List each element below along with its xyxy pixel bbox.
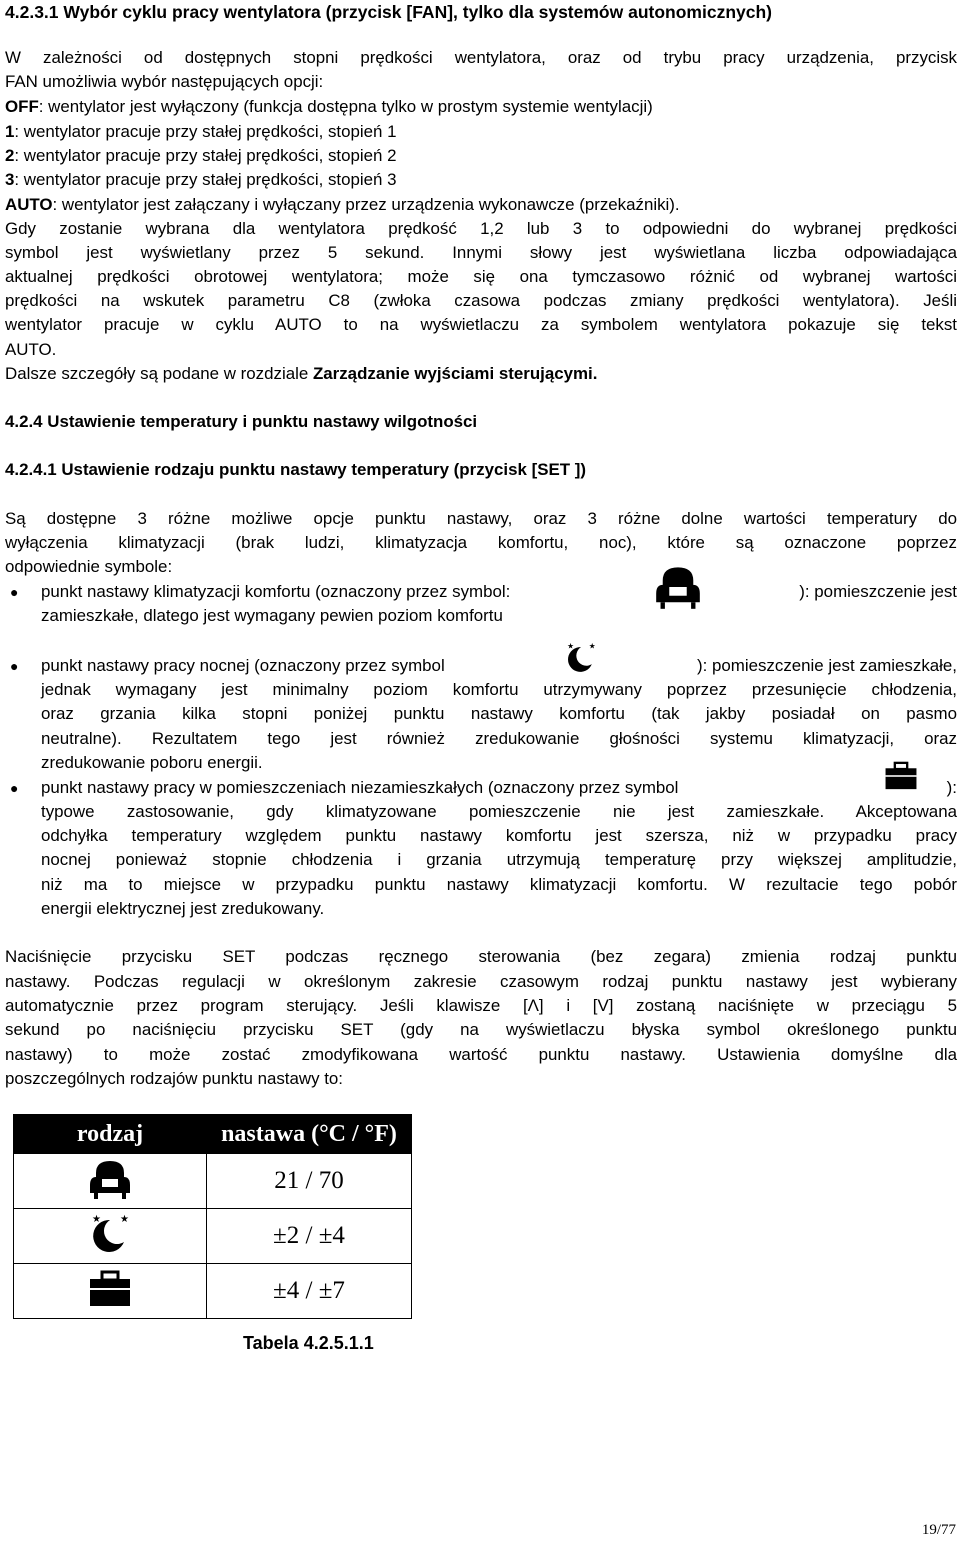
table-row bbox=[14, 1154, 412, 1209]
bullet3-line5: niż ma to miejsce w przypadku punktu nastawy klimatyzacji komfortu. W rezultacie tego pobór bbox=[41, 875, 957, 894]
bullet3-text-left: punkt nastawy pracy w pomieszczeniach niezamieszkałych (oznaczony przez symbol bbox=[41, 778, 679, 797]
para-gdy-line-2: symbol jest wyświetlany przez 5 sekund. Innymi słowy jest wyświetlana liczba odpowiadająca bbox=[5, 243, 957, 262]
bullet3-line4: nocnej ponieważ stopnie chłodzenia i grzania utrzymują temperaturę przy większej amplitudzie, bbox=[41, 850, 957, 869]
bullet1-line1 bbox=[41, 580, 957, 604]
bullet3-line3: odchyłka temperatury względem punktu nastawy komfortu jest szersza, niż w przypadku pracy bbox=[41, 826, 957, 845]
table-row bbox=[14, 1209, 412, 1264]
option-key: OFF bbox=[5, 97, 39, 116]
para-nac-line-5: nastawy) to może zostać zmodyfikowana wartość punktu nastawy. Ustawienia domyślne dla bbox=[5, 1045, 957, 1064]
intro-line-2: FAN umożliwia wybór następujących opcji: bbox=[5, 72, 324, 91]
bullet-dot: ● bbox=[10, 658, 19, 674]
bullet1-text-left: punkt nastawy klimatyzacji komfortu (oznaczony przez symbol: bbox=[41, 582, 511, 601]
para-gdy-line-1: Gdy zostanie wybrana dla wentylatora prędkość 1,2 lub 3 to odpowiedni do wybranej prędkości bbox=[5, 219, 957, 238]
bullet1-line2: zamieszkałe, dlatego jest wymagany pewien poziom komfortu bbox=[41, 606, 503, 625]
option-off bbox=[5, 95, 957, 119]
bullet2-line4: neutralne). Rezultatem tego jest również zredukowanie głośności systemu klimatyzacji, oraz bbox=[41, 729, 957, 748]
header-rodzaj: rodzaj bbox=[14, 1115, 207, 1154]
option-key: 2 bbox=[5, 146, 15, 165]
bullet2-line5: zredukowanie poboru energii. bbox=[41, 753, 263, 772]
briefcase-icon bbox=[88, 1269, 132, 1309]
option-key: 3 bbox=[5, 170, 15, 189]
bullet2-text-left: punkt nastawy pracy nocnej (oznaczony przez symbol bbox=[41, 656, 445, 675]
bullet2-text-right: ): pomieszczenie jest zamieszkałe, bbox=[696, 656, 957, 675]
section-heading-4-2-4: 4.2.4 Ustawienie temperatury i punktu nastawy wilgotności bbox=[5, 412, 478, 431]
bullet-dot: ● bbox=[10, 584, 19, 600]
option-text: : wentylator pracuje przy stałej prędkości, stopień 2 bbox=[14, 146, 397, 165]
table-header-row bbox=[14, 1115, 412, 1154]
section-heading-4-2-3-1: 4.2.3.1 Wybór cyklu pracy wentylatora (przycisk [FAN], tylko dla systemów autonomicznych) bbox=[5, 2, 772, 22]
para-nac-line-1: Naciśnięcie przycisku SET podczas ręcznego sterowania (bez zegara) zmienia rodzaj punktu bbox=[5, 947, 957, 966]
bullet-dot: ● bbox=[10, 780, 19, 796]
moon-stars-icon bbox=[88, 1211, 132, 1257]
armchair-icon bbox=[654, 565, 702, 609]
bullet3-text-right: ): bbox=[946, 778, 957, 797]
option-text: : wentylator jest załączany i wyłączany przez urządzenia wykonawcze (przekaźniki). bbox=[52, 195, 680, 214]
moon-stars-icon bbox=[564, 638, 598, 678]
option-text: : wentylator jest wyłączony (funkcja dostępna tylko w prostym systemie wentylacji) bbox=[38, 97, 653, 116]
option-key: 1 bbox=[5, 122, 15, 141]
para-gdy-line-4: prędkości na wskutek parametru C8 (zwłoka czasowa podczas zmiany prędkości wentylatora). Jeśli bbox=[5, 291, 957, 310]
setpoint-table bbox=[13, 1114, 412, 1319]
briefcase-icon bbox=[884, 760, 918, 792]
bullet2-line3: oraz grzania kilka stopni poniżej punktu nastawy komfortu (tak jakby posiadał on pasmo bbox=[41, 704, 957, 723]
option-auto bbox=[5, 193, 957, 217]
bullet1-text-right: ): pomieszczenie jest bbox=[799, 582, 957, 601]
para-sa-line-1: Są dostępne 3 różne możliwe opcje punktu nastawy, oraz 3 różne dolne wartości temperatury do bbox=[5, 509, 957, 528]
rodzaj-cell bbox=[14, 1154, 207, 1209]
bullet2-line2: jednak wymagany jest minimalny poziom komfortu utrzymywany poprzez przesunięcie chłodzenia, bbox=[41, 680, 957, 699]
page-number: 19/77 bbox=[921, 1522, 956, 1538]
bullet2-line1 bbox=[41, 654, 957, 678]
bullet3-line6: energii elektrycznej jest zredukowany. bbox=[41, 899, 325, 918]
option-1 bbox=[5, 120, 957, 144]
option-key: AUTO bbox=[5, 195, 53, 214]
bullet3-line1 bbox=[41, 776, 957, 800]
para-gdy-line-3: aktualnej prędkości obrotowej wentylatora; może się ona tymczasowo różnić od wybranej wartości bbox=[5, 267, 957, 286]
dalsze-line bbox=[5, 362, 957, 386]
para-nac-line-2: nastawy. Podczas regulacji w określonym zakresie czasowym rodzaj punktu nastawy jest wybierany bbox=[5, 972, 957, 991]
dalsze-prefix: Dalsze szczegóły są podane w rozdziale bbox=[5, 364, 313, 383]
option-3 bbox=[5, 168, 957, 192]
nastawa-cell: ±2 / ±4 bbox=[207, 1209, 412, 1264]
nastawa-cell: ±4 / ±7 bbox=[207, 1264, 412, 1319]
section-heading-4-2-4-1: 4.2.4.1 Ustawienie rodzaju punktu nastawy temperatury (przycisk [SET ]) bbox=[5, 460, 587, 479]
option-2 bbox=[5, 144, 957, 168]
para-sa-line-3: odpowiednie symbole: bbox=[5, 557, 173, 576]
para-gdy-line-5: wentylator pracuje w cyklu AUTO to na wyświetlaczu za symbolem wentylatora pokazuje się tekst bbox=[5, 315, 957, 334]
rodzaj-cell bbox=[14, 1264, 207, 1319]
intro-line-1: W zależności od dostępnych stopni prędkości wentylatora, oraz od trybu pracy urządzenia, przycisk bbox=[5, 48, 957, 67]
dalsze-link-text: Zarządzanie wyjściami sterującymi. bbox=[312, 364, 598, 383]
table-caption: Tabela 4.2.5.1.1 bbox=[243, 1333, 374, 1353]
para-sa-line-2: wyłączenia klimatyzacji (brak ludzi, klimatyzacja komfortu, noc), które są oznaczone poprzez bbox=[5, 533, 957, 552]
header-nastawa: nastawa (°C / °F) bbox=[207, 1115, 412, 1154]
armchair-icon bbox=[88, 1158, 132, 1200]
para-nac-line-4: sekund po naciśnięciu przycisku SET (gdy na wyświetlaczu błyska symbol określonego punktu bbox=[5, 1020, 957, 1039]
nastawa-cell: 21 / 70 bbox=[207, 1154, 412, 1209]
para-nac-line-6: poszczególnych rodzajów punktu nastawy to: bbox=[5, 1069, 344, 1088]
option-text: : wentylator pracuje przy stałej prędkości, stopień 1 bbox=[14, 122, 397, 141]
para-gdy-line-6: AUTO. bbox=[5, 340, 57, 359]
bullet3-line2: typowe zastosowanie, gdy klimatyzowane pomieszczenie nie jest zamieszkałe. Akceptowana bbox=[41, 802, 957, 821]
table-row bbox=[14, 1264, 412, 1319]
para-nac-line-3: automatycznie przez program sterujący. Jeśli klawisze [Λ] i [V] zostaną naciśnięte w przeciągu 5 bbox=[5, 996, 957, 1015]
rodzaj-cell bbox=[14, 1209, 207, 1264]
option-text: : wentylator pracuje przy stałej prędkości, stopień 3 bbox=[14, 170, 397, 189]
